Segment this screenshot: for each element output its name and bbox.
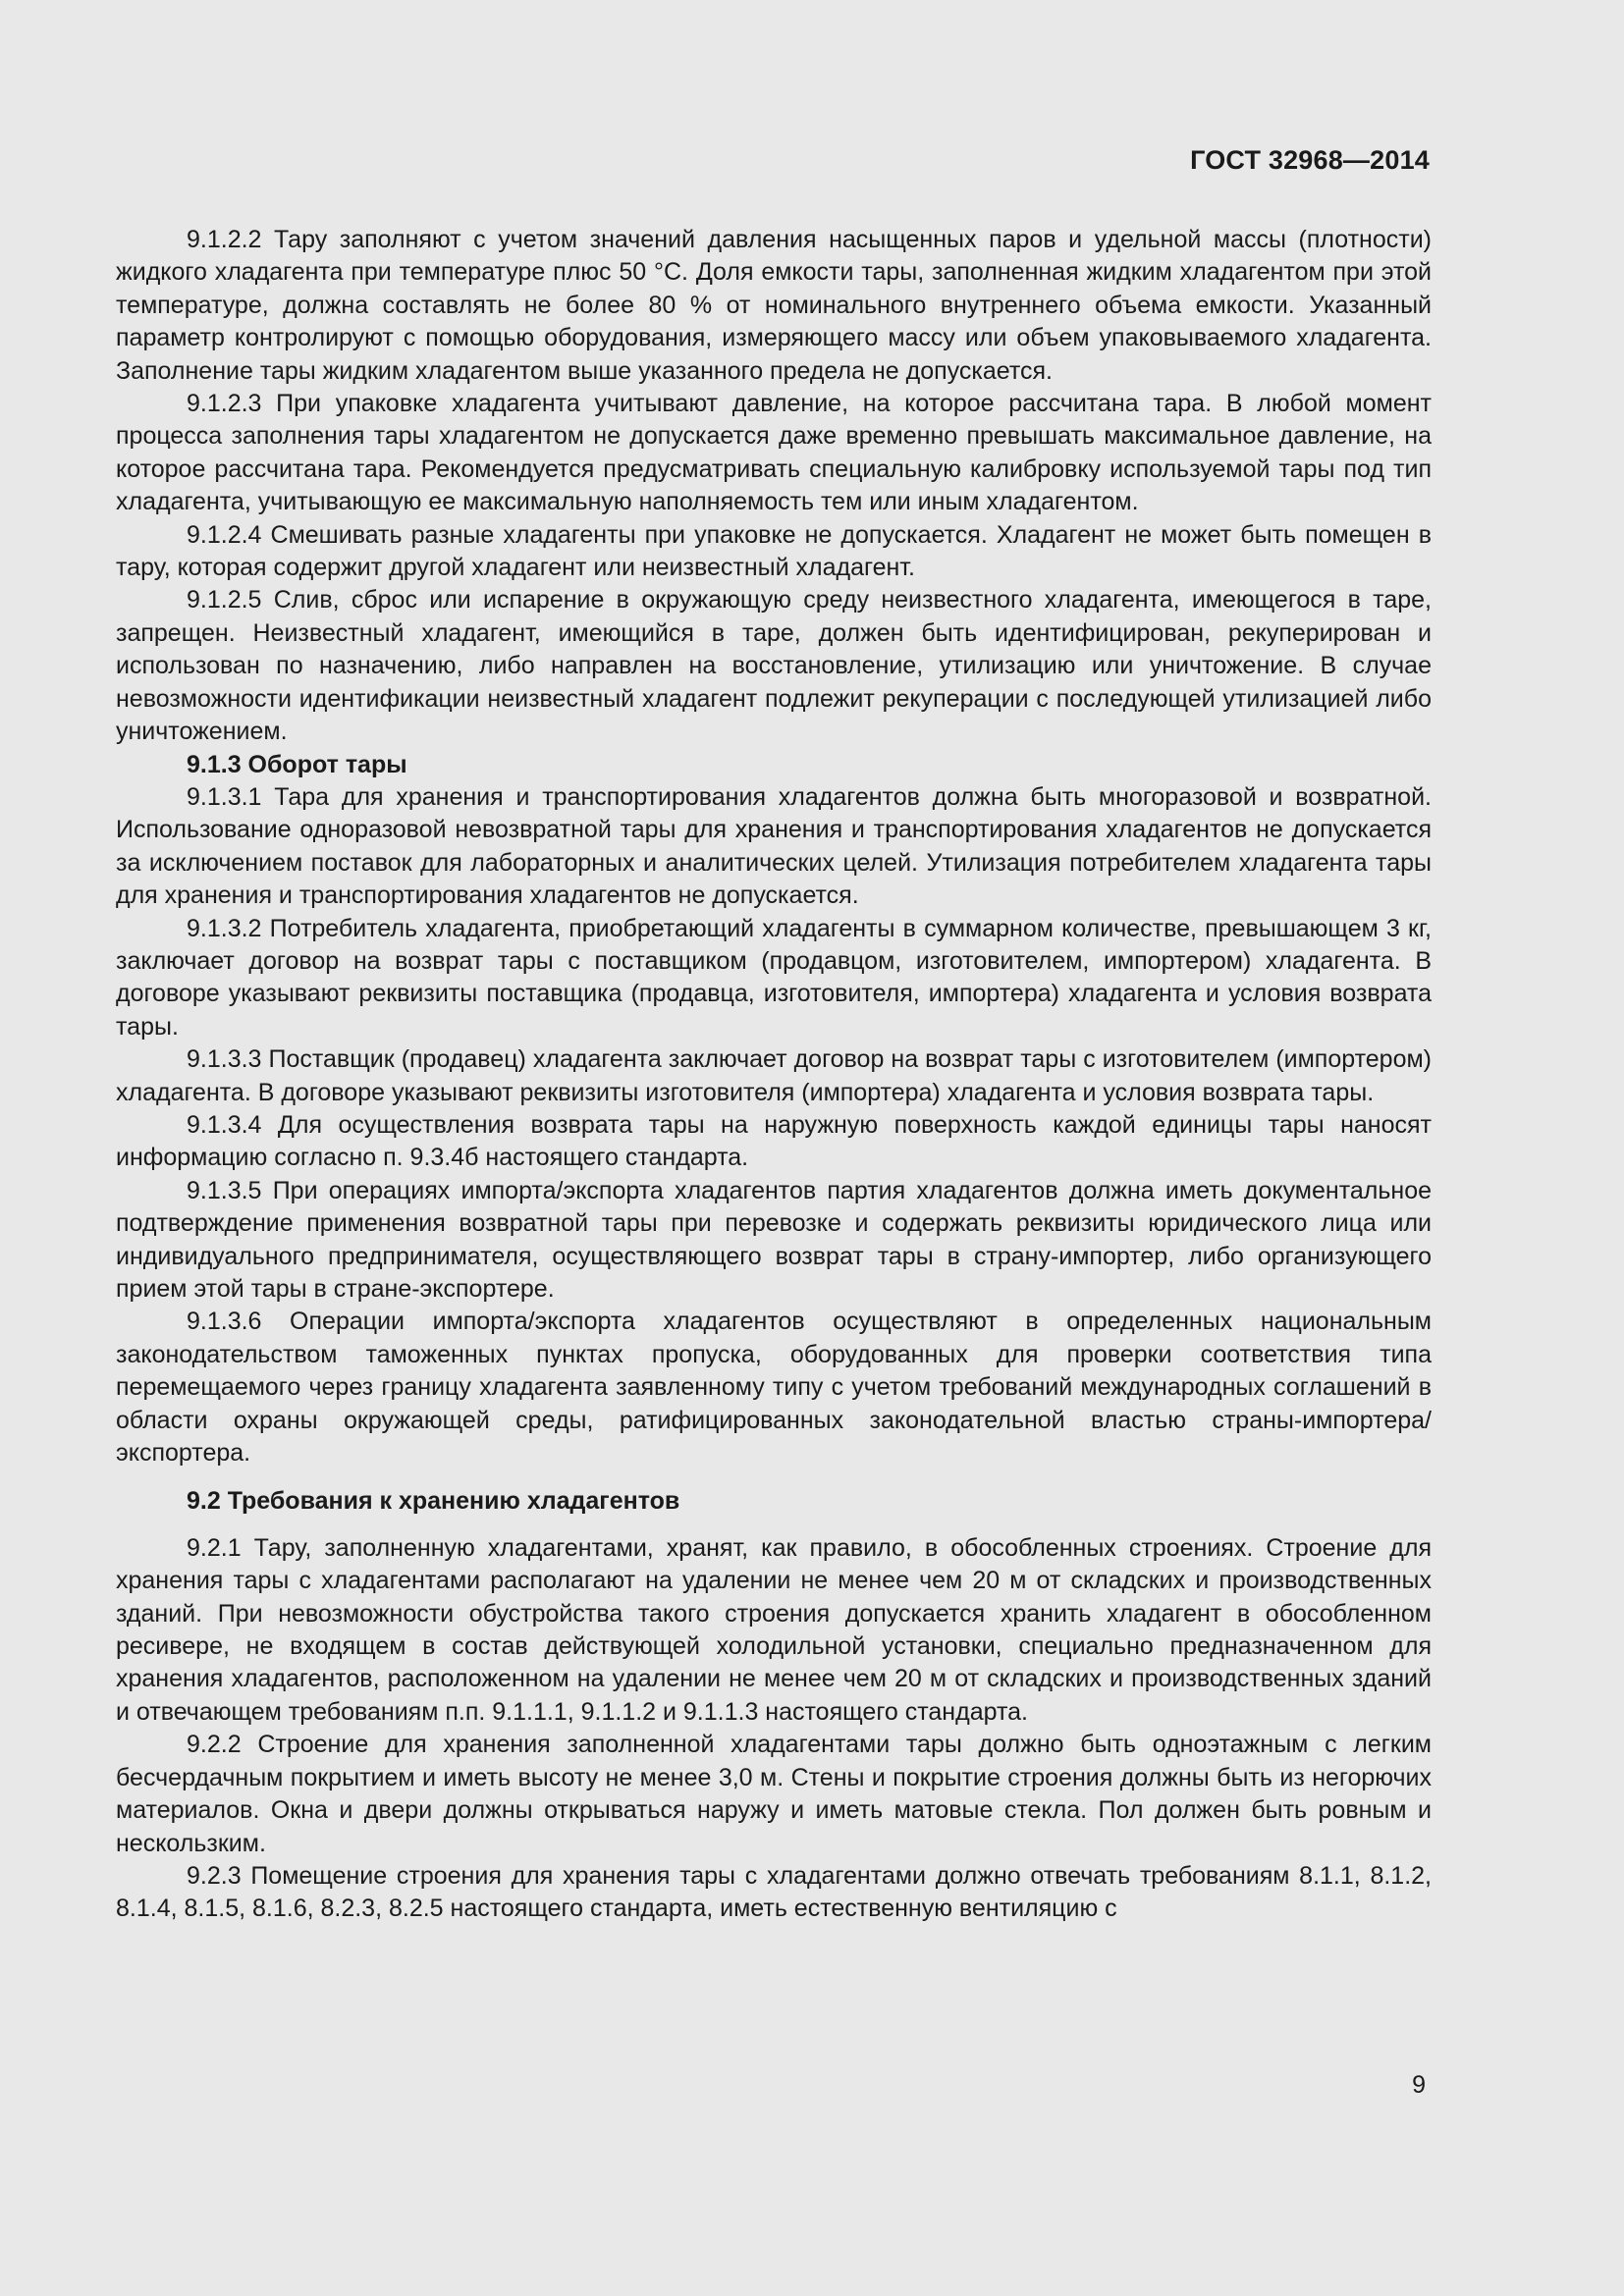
- paragraph-9-1-3-1: 9.1.3.1 Тара для хранения и транспортирования хладагентов должна быть многоразовой и возвратной. Использование одноразовой невозвратной тары для хранения и транспортирования хладагентов не допускается за исключением поставок для лабораторных и аналитических целей. Утилизация потребителем хладагента тары для хранения и транспортирования хладагентов не допускается.: [116, 782, 1432, 910]
- standard-code-header: ГОСТ 32968—2014: [1190, 145, 1430, 175]
- page-number: 9: [1412, 2071, 1426, 2099]
- paragraph-9-1-3-6: 9.1.3.6 Операции импорта/экспорта хладагентов осуществляют в определенных национальным законодательством таможенных пунктах пропуска, оборудованных для проверки соответствия типа перемещаемого через границу хладагента заявленному типу с учетом требований международных соглашений в области охраны окружающей среды, ратифицированных законодательной властью страны-импортера/экспортера.: [116, 1308, 1432, 1468]
- paragraph-9-2-3: 9.2.3 Помещение строения для хранения тары с хладагентами должно отвечать требованиям 8.1.1, 8.1.2, 8.1.4, 8.1.5, 8.1.6, 8.2.3, 8.2.5 настоящего стандарта, иметь естественную вентиляцию с: [116, 1861, 1432, 1923]
- paragraph-9-1-3-5: 9.1.3.5 При операциях импорта/экспорта хладагентов партия хладагентов должна иметь документальное подтверждение применения возвратной тары при перевозке и содержать реквизиты юридического лица или индивидуального предпринимателя, осуществляющего возврат тары в страну-импортер, либо организующего прием этой тары в стране-экспортере.: [116, 1176, 1432, 1303]
- paragraph-9-1-2-5: 9.1.2.5 Слив, сброс или испарение в окружающую среду неизвестного хладагента, имеющегося в таре, запрещен. Неизвестный хладагент, имеющийся в таре, должен быть идентифицирован, рекуперирован и использован по назначению, либо направлен на восстановление, утилизацию или уничтожение. В случае невозможности идентификации неизвестный хладагент подлежит рекуперации с последующей утилизацией либо уничтожением.: [116, 586, 1432, 746]
- document-body: [116, 224, 1432, 1926]
- paragraph-9-1-2-2: 9.1.2.2 Тару заполняют с учетом значений давления насыщенных паров и удельной массы (плотности) жидкого хладагента при температуре плюс 50 °С. Доля емкости тары, заполненная жидким хладагентом при этой температуре, должна составлять не более 80 % от номинального внутреннего объема емкости. Указанный параметр контролируют с помощью оборудования, измеряющего массу или объем упаковываемого хладагента. Заполнение тары жидким хладагентом выше указанного предела не допускается.: [116, 226, 1432, 385]
- paragraph-9-2-1: 9.2.1 Тару, заполненную хладагентами, хранят, как правило, в обособленных строениях. Строение для хранения тары с хладагентами располагают на удалении не менее чем 20 м от складских и производственных зданий. При невозможности обустройства такого строения допускается хранить хладагент в обособленном ресивере, не входящем в состав действующей холодильной установки, специально предназначенном для хранения хладагентов, расположенном на удалении не менее чем 20 м от складских и производственных зданий и отвечающем требованиям п.п. 9.1.1.1, 9.1.1.2 и 9.1.1.3 настоящего стандарта.: [116, 1533, 1432, 1726]
- subheading-9-1-3: 9.1.3 Оборот тары: [187, 750, 407, 778]
- paragraph-9-1-3-2: 9.1.3.2 Потребитель хладагента, приобретающий хладагенты в суммарном количестве, превышающем 3 кг, заключает договор на возврат тары с поставщиком (продавцом, изготовителем, импортером) хладагента. В договоре указывают реквизиты поставщика (продавца, изготовителя, импортера) хладагента и условия возврата тары.: [116, 914, 1432, 1041]
- paragraph-9-1-2-3: 9.1.2.3 При упаковке хладагента учитывают давление, на которое рассчитана тара. В любой момент процесса заполнения тары хладагентом не допускается даже временно превышать максимальное давление, на которое рассчитана тара. Рекомендуется предусматривать специальную калибровку используемой тары под тип хладагента, учитывающую ее максимальную наполняемость тем или иным хладагентом.: [116, 390, 1432, 516]
- paragraph-9-2-2: 9.2.2 Строение для хранения заполненной хладагентами тары должно быть одноэтажным с легким бесчердачным покрытием и иметь высоту не менее 3,0 м. Стены и покрытие строения должны быть из негорючих материалов. Окна и двери должны открываться наружу и иметь матовые стекла. Пол должен быть ровным и нескользким.: [116, 1731, 1432, 1857]
- paragraph-9-1-3-3: 9.1.3.3 Поставщик (продавец) хладагента заключает договор на возврат тары с изготовителем (импортером) хладагента. В договоре указывают реквизиты изготовителя (импортера) хладагента и условия возврата тары.: [116, 1045, 1432, 1106]
- paragraph-9-1-2-4: 9.1.2.4 Смешивать разные хладагенты при упаковке не допускается. Хладагент не может быть помещен в тару, которая содержит другой хладагент или неизвестный хладагент.: [116, 520, 1432, 582]
- paragraph-9-1-3-4: 9.1.3.4 Для осуществления возврата тары на наружную поверхность каждой единицы тары наносят информацию согласно п. 9.3.4б настоящего стандарта.: [116, 1110, 1432, 1172]
- section-heading-9-2: 9.2 Требования к хранению хладагентов: [187, 1487, 680, 1516]
